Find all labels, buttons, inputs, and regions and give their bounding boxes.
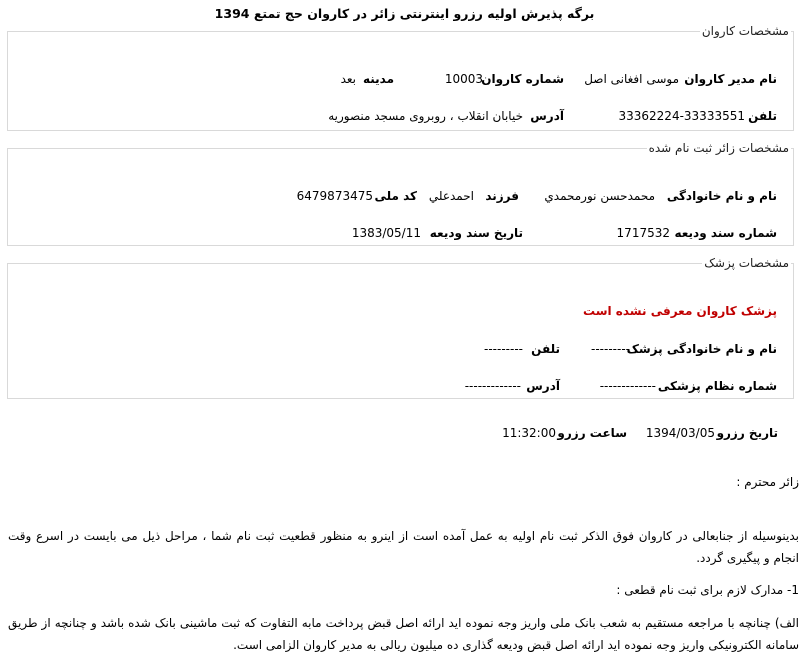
doctor-phone-value: ---------	[484, 342, 523, 356]
doctor-row-2	[8, 379, 793, 397]
madinah-label: مدینه	[362, 72, 394, 86]
doctor-name-label: نام و نام خانوادگی پزشک	[626, 342, 777, 356]
page-title: برگه پذیرش اولیه رزرو اینترنتی زائر در کاروان حج تمتع 1394	[214, 6, 595, 21]
child-of-label: فرزند	[485, 189, 519, 203]
caravan-section-legend: مشخصات کاروان	[701, 24, 789, 38]
doctor-row-1	[8, 342, 793, 360]
deposit-number-label: شماره سند ودیعه	[674, 226, 777, 240]
caravan-row-2	[8, 109, 793, 127]
doctor-row-notice	[8, 304, 793, 322]
phone-value: 33362224-33333551	[618, 109, 745, 123]
manager-label: نام مدیر کاروان	[684, 72, 777, 86]
caravan-number-label: شماره کاروان	[481, 72, 564, 86]
reservation-row	[0, 426, 809, 444]
reservation-time-label: ساعت رزرو	[557, 426, 627, 440]
intro-paragraph: بدینوسیله از جنابعالی در کاروان فوق الذکر ثبت نام اولیه به عمل آمده است از اینرو به منظور قطعیت ثبت نام شما ، مراحل ذیل می بایست در اسرع وقت انجام و پیگیری گردد.	[8, 529, 799, 565]
child-of-value: احمدعلي	[428, 189, 474, 203]
requirements-heading: 1- مدارک لازم برای ثبت نام قطعی :	[616, 583, 799, 597]
pilgrim-name-label: نام و نام خانوادگی	[666, 189, 777, 203]
address-label: آدرس	[530, 109, 564, 123]
doctor-phone-label: تلفن	[531, 342, 560, 356]
pilgrim-section	[7, 141, 794, 246]
reservation-date-label: تاریخ رزرو	[716, 426, 778, 440]
pilgrim-name-value: محمدحسن نورمحمدي	[544, 189, 655, 203]
deposit-date-value: 1383/05/11	[351, 226, 421, 240]
medical-number-label: شماره نظام پزشکی	[657, 379, 777, 393]
caravan-section	[7, 24, 794, 131]
reservation-time-value: 11:32:00	[502, 426, 556, 440]
doctor-not-assigned-notice: پزشک کاروان معرفی نشده است	[583, 304, 777, 318]
doctor-section	[7, 256, 794, 399]
doctor-address-value: -------------	[464, 379, 521, 393]
caravan-number-value: 10003	[444, 72, 483, 86]
caravan-row-1	[8, 72, 793, 90]
deposit-number-value: 1717532	[616, 226, 670, 240]
address-value: خیابان انقلاب ، روبروی مسجد منصوریه	[328, 109, 523, 123]
pilgrim-section-legend: مشخصات زائر ثبت نام شده	[648, 141, 789, 155]
doctor-section-legend: مشخصات پزشک	[704, 256, 789, 270]
doctor-name-value: ---------	[591, 342, 630, 356]
salutation: زائر محترم :	[736, 475, 799, 489]
madinah-value: بعد	[340, 72, 356, 86]
doctor-address-label: آدرس	[526, 379, 560, 393]
deposit-date-label: تاریخ سند ودیعه	[429, 226, 523, 240]
medical-number-value: -------------	[599, 379, 656, 393]
pilgrim-row-1	[8, 189, 793, 207]
phone-label: تلفن	[748, 109, 777, 123]
national-code-value: 6479873475	[296, 189, 373, 203]
pilgrim-row-2	[8, 226, 793, 244]
requirement-item-a: الف) چنانچه با مراجعه مستقیم به شعب بانک ملی واریز وجه نموده اید ارائه اصل قبض پرداخت مابه التفاوت که ثبت ماشینی بانک شده باشد و چنانچه از طریق سامانه الکترونیکی واریز وجه نموده اید ارائه اصل قبض ودیعه گذاری ده میلیون ریالی به مدیر کاروان الزامی است.	[8, 616, 799, 652]
reservation-date-value: 1394/03/05	[645, 426, 715, 440]
manager-value: موسی افغانی اصل	[584, 72, 679, 86]
national-code-label: کد ملی	[374, 189, 417, 203]
